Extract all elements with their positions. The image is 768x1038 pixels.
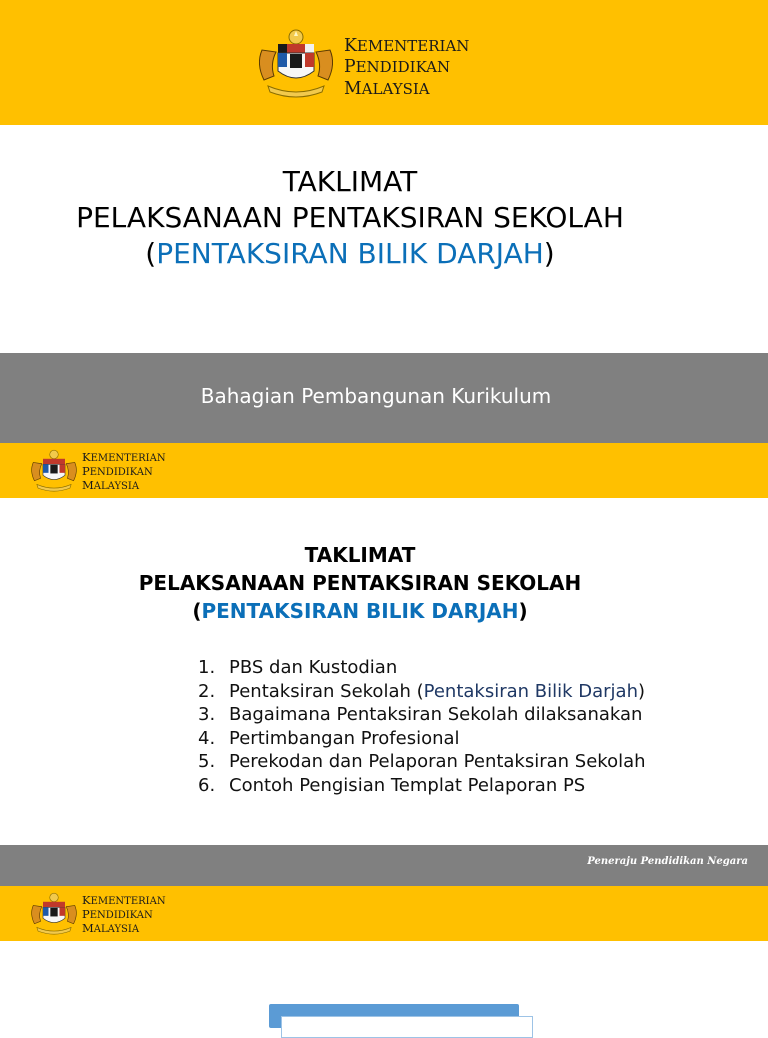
logo-cap-m: M <box>82 478 94 492</box>
agenda-text: Bagaimana Pentaksiran Sekolah dilaksanakan <box>229 704 643 726</box>
coat-of-arms-icon-small <box>26 892 82 936</box>
ministry-logo-text <box>344 38 469 98</box>
agenda-item <box>198 680 646 704</box>
slide1-title-block <box>40 164 660 272</box>
logo-cap-k: K <box>82 450 91 464</box>
slide2-subtitle: PENTAKSIRAN BILIK DARJAH <box>201 599 519 623</box>
agenda-item <box>198 727 646 751</box>
logo-rest-1: EMENTERIAN <box>90 453 166 464</box>
agenda-item <box>198 656 646 680</box>
agenda-number: 1. <box>198 657 216 678</box>
logo-cap-p: P <box>82 907 90 921</box>
slide2-title-block <box>90 541 630 625</box>
slide2-title-line2: PELAKSANAAN PENTAKSIRAN SEKOLAH <box>138 571 582 595</box>
agenda-text: Contoh Pengisian Templat Pelaporan PS <box>229 774 586 796</box>
agenda-list <box>198 656 646 798</box>
agenda-number: 5. <box>198 751 216 773</box>
logo-rest-2: ENDIDIKAN <box>89 910 153 921</box>
logo-rest-2: ENDIDIKAN <box>355 58 451 77</box>
agenda-text: Pertimbangan Profesional <box>229 727 460 749</box>
logo-cap-m: M <box>344 78 362 99</box>
logo-rest-3: ALAYSIA <box>361 79 430 98</box>
agenda-item <box>198 774 646 798</box>
agenda-text-close: ) <box>638 680 646 702</box>
agenda-number: 3. <box>198 704 216 726</box>
agenda-number: 4. <box>198 727 216 749</box>
logo-rest-3: ALAYSIA <box>93 924 140 935</box>
paren-open: ( <box>145 237 157 270</box>
slide2-title-line1: TAKLIMAT <box>304 543 416 567</box>
agenda-item <box>198 750 646 774</box>
agenda-text: Pentaksiran Sekolah ( <box>229 680 424 702</box>
slide1-title-line1: TAKLIMAT <box>282 165 418 198</box>
slide1-division-bar <box>0 353 768 443</box>
agenda-text: PBS dan Kustodian <box>229 657 398 678</box>
logo-cap-k: K <box>82 893 91 907</box>
paren-open: ( <box>192 599 202 623</box>
logo-rest-2: ENDIDIKAN <box>89 467 153 478</box>
logo-cap-p: P <box>82 464 90 478</box>
ministry-logo-text-small <box>82 452 166 492</box>
agenda-number: 6. <box>198 774 216 796</box>
logo-rest-1: EMENTERIAN <box>90 896 166 907</box>
logo-cap-m: M <box>82 921 94 935</box>
slide1-title-line2: PELAKSANAAN PENTAKSIRAN SEKOLAH <box>76 201 624 234</box>
paren-close: ) <box>543 237 555 270</box>
slide1-subtitle-line <box>40 236 660 272</box>
agenda-highlight: Pentaksiran Bilik Darjah <box>423 680 638 702</box>
slide3-box <box>269 1004 519 1028</box>
paren-close: ) <box>518 599 528 623</box>
agenda-text: Perekodan dan Pelaporan Pentaksiran Sekolah <box>229 751 646 773</box>
slide3-box-inner <box>281 1016 533 1038</box>
agenda-item <box>198 703 646 727</box>
logo-rest-1: EMENTERIAN <box>356 37 470 55</box>
tagline: Peneraju Pendidikan Negara <box>587 856 748 867</box>
slide2-subtitle-line <box>90 597 630 625</box>
slide1-subtitle: PENTAKSIRAN BILIK DARJAH <box>156 237 544 270</box>
coat-of-arms-icon-small <box>26 449 82 493</box>
ministry-logo-text-small <box>82 895 166 935</box>
agenda-number: 2. <box>198 680 216 702</box>
division-name: Bahagian Pembangunan Kurikulum <box>200 384 552 408</box>
logo-cap-p: P <box>344 57 356 78</box>
coat-of-arms-icon <box>252 28 340 100</box>
logo-cap-k: K <box>344 36 357 56</box>
logo-rest-3: ALAYSIA <box>93 481 140 492</box>
